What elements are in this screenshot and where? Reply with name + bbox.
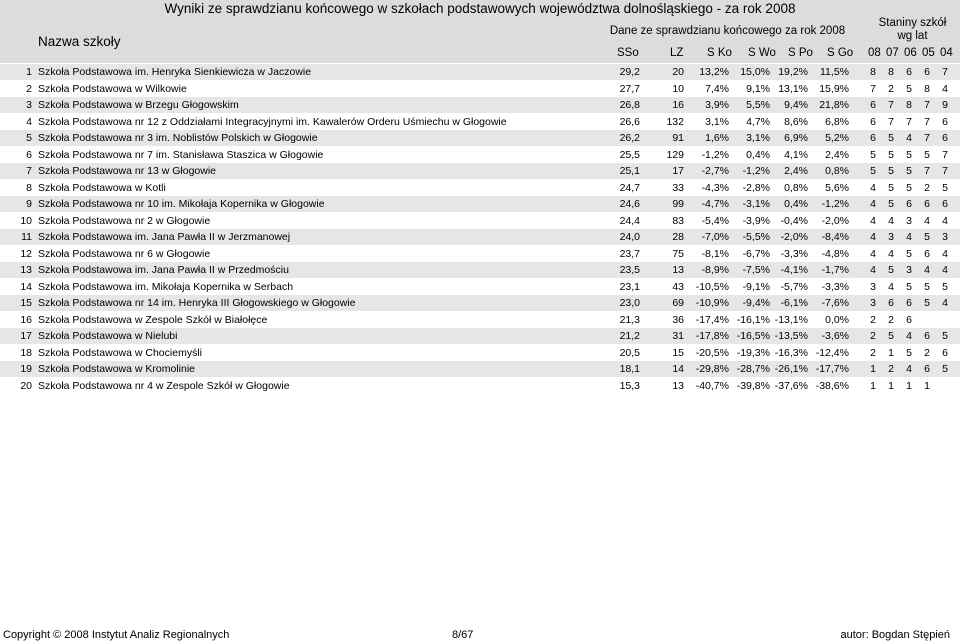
cell-y08: 4: [870, 247, 876, 260]
cell-swo: -1,2%: [742, 165, 770, 177]
cell-y07: 5: [888, 132, 894, 144]
cell-name: Szkoła Podstawowa nr 2 w Głogowie: [38, 214, 211, 227]
cell-y07: 5: [888, 181, 894, 194]
cell-y07: 8: [888, 66, 894, 78]
cell-y08: 6: [870, 99, 876, 111]
cell-no: 16: [20, 313, 32, 326]
cell-y06: 5: [906, 148, 912, 161]
cell-no: 11: [21, 231, 32, 243]
cell-no: 5: [26, 132, 32, 144]
cell-sko: 3,1%: [705, 115, 729, 128]
cell-lz: 91: [672, 132, 684, 144]
cell-sso: 15,3: [619, 379, 640, 392]
cell-sko: 7,4%: [705, 82, 729, 95]
table-row: [0, 147, 960, 163]
cell-y06: 3: [906, 214, 912, 227]
table-row: [0, 295, 960, 311]
cell-swo: -16,5%: [736, 330, 770, 342]
cell-y06: 5: [906, 181, 912, 194]
cell-y07: 1: [888, 346, 894, 359]
cell-y07: 4: [888, 280, 894, 293]
cell-lz: 75: [672, 247, 684, 260]
cell-spo: 9,4%: [784, 99, 808, 111]
cell-swo: -7,5%: [742, 264, 770, 276]
cell-y05: 5: [924, 297, 930, 309]
cell-spo: -13,1%: [774, 313, 808, 326]
cell-lz: 13: [672, 264, 684, 276]
cell-sgo: 0,8%: [825, 165, 849, 177]
table-row: [0, 229, 960, 245]
cell-name: Szkoła Podstawowa im. Mikołaja Kopernika w Serbach: [38, 280, 294, 293]
cell-no: 3: [26, 99, 32, 111]
cell-name: Szkoła Podstawowa nr 6 w Głogowie: [38, 247, 211, 260]
cell-swo: 3,1%: [746, 132, 770, 144]
cell-y05: 4: [924, 264, 930, 276]
cell-no: 10: [20, 214, 32, 227]
cell-sko: -10,9%: [695, 297, 729, 309]
cell-sko: -8,9%: [701, 264, 729, 276]
column-header-spo: S Po: [788, 47, 813, 59]
cell-lz: 129: [666, 148, 684, 161]
cell-name: Szkoła Podstawowa w Chociemyśli: [38, 346, 202, 359]
cell-y08: 2: [870, 346, 876, 359]
cell-y06: 5: [906, 82, 912, 95]
cell-y07: 7: [888, 115, 894, 128]
cell-y04: 6: [942, 132, 948, 144]
cell-sgo: 5,6%: [825, 181, 849, 194]
cell-no: 19: [20, 363, 32, 375]
cell-swo: -6,7%: [742, 247, 770, 260]
cell-y04: 5: [942, 330, 948, 342]
cell-y06: 6: [906, 313, 912, 326]
cell-spo: -37,6%: [774, 379, 808, 392]
stanine-header-line1: Staniny szkół: [878, 17, 947, 29]
cell-sko: 1,6%: [705, 132, 729, 144]
cell-lz: 99: [672, 198, 684, 210]
cell-lz: 15: [672, 346, 684, 359]
cell-y07: 6: [888, 297, 894, 309]
table-row: [0, 213, 960, 229]
cell-spo: 8,6%: [784, 115, 808, 128]
cell-y08: 2: [870, 313, 876, 326]
cell-sso: 26,8: [619, 99, 640, 111]
column-header-swo: S Wo: [748, 47, 776, 59]
column-header-sko: S Ko: [707, 47, 732, 59]
cell-y07: 2: [888, 82, 894, 95]
cell-sso: 23,1: [619, 280, 640, 293]
cell-sgo: 15,9%: [819, 82, 849, 95]
cell-sso: 18,1: [619, 363, 640, 375]
cell-y05: 6: [924, 198, 930, 210]
cell-name: Szkoła Podstawowa nr 13 w Głogowie: [38, 165, 217, 177]
cell-lz: 20: [672, 66, 684, 78]
cell-sko: -4,7%: [701, 198, 729, 210]
table-row: [0, 312, 960, 328]
cell-sso: 23,0: [619, 297, 640, 309]
cell-y06: 5: [906, 165, 912, 177]
cell-y06: 6: [906, 66, 912, 78]
cell-sso: 24,0: [619, 231, 640, 243]
cell-name: Szkoła Podstawowa nr 12 z Oddziałami Integracyjnymi im. Kawalerów Orderu Uśmiechu w Głogowie: [38, 115, 507, 128]
cell-sko: -2,7%: [701, 165, 729, 177]
cell-lz: 83: [672, 214, 684, 227]
cell-sko: 13,2%: [699, 66, 729, 78]
cell-sgo: 21,8%: [819, 99, 849, 111]
footer-page-number: 8/67: [452, 629, 474, 641]
column-header-year-08: 08: [868, 47, 881, 59]
cell-y06: 4: [906, 330, 912, 342]
cell-y05: 7: [924, 115, 930, 128]
cell-sso: 24,6: [619, 198, 640, 210]
cell-y06: 1: [906, 379, 912, 392]
cell-spo: 2,4%: [784, 165, 808, 177]
cell-name: Szkoła Podstawowa w Kotli: [38, 181, 166, 194]
cell-spo: -13,5%: [774, 330, 808, 342]
cell-y08: 4: [870, 264, 876, 276]
cell-sko: -4,3%: [701, 181, 729, 194]
cell-spo: 4,1%: [784, 148, 808, 161]
cell-swo: -9,4%: [742, 297, 770, 309]
cell-name: Szkoła Podstawowa im. Jana Pawła II w Jerzmanowej: [38, 231, 291, 243]
cell-y05: 7: [924, 99, 930, 111]
table-header: [0, 0, 960, 63]
cell-no: 13: [20, 264, 32, 276]
cell-lz: 10: [672, 82, 684, 95]
cell-y04: 3: [942, 231, 948, 243]
cell-name: Szkoła Podstawowa nr 10 im. Mikołaja Kopernika w Głogowie: [38, 198, 325, 210]
cell-y06: 5: [906, 280, 912, 293]
cell-spo: -3,3%: [780, 247, 808, 260]
cell-no: 4: [26, 115, 32, 128]
cell-sso: 25,5: [619, 148, 640, 161]
cell-spo: 13,1%: [778, 82, 808, 95]
cell-y07: 4: [888, 214, 894, 227]
cell-y04: 7: [942, 148, 948, 161]
stanine-header: [865, 17, 960, 43]
cell-y05: 4: [924, 214, 930, 227]
cell-spo: -0,4%: [780, 214, 808, 227]
page-footer: [0, 626, 960, 642]
cell-swo: 0,4%: [746, 148, 770, 161]
cell-name: Szkoła Podstawowa im. Jana Pawła II w Przedmościu: [38, 264, 289, 276]
cell-no: 18: [20, 346, 32, 359]
cell-lz: 28: [672, 231, 684, 243]
cell-y07: 2: [888, 313, 894, 326]
table-row: [0, 180, 960, 196]
cell-y08: 4: [870, 214, 876, 227]
cell-name: Szkoła Podstawowa w Kromolinie: [38, 363, 195, 375]
cell-y07: 2: [888, 363, 894, 375]
column-header-year-07: 07: [886, 47, 899, 59]
cell-lz: 69: [672, 297, 684, 309]
cell-swo: -16,1%: [736, 313, 770, 326]
table-row: [0, 130, 960, 146]
cell-sgo: 2,4%: [825, 148, 849, 161]
stanine-header-line2: wg lat: [897, 30, 928, 42]
cell-sso: 25,1: [619, 165, 640, 177]
cell-y06: 4: [906, 363, 912, 375]
cell-y05: 5: [924, 148, 930, 161]
table-row: [0, 279, 960, 295]
cell-y08: 3: [870, 280, 876, 293]
cell-name: Szkoła Podstawowa im. Henryka Sienkiewicza w Jaczowie: [38, 66, 312, 78]
table-row: [0, 163, 960, 179]
cell-no: 15: [20, 297, 32, 309]
cell-no: 7: [26, 165, 32, 177]
cell-sko: -17,4%: [695, 313, 729, 326]
cell-swo: 4,7%: [746, 115, 770, 128]
cell-sko: 3,9%: [705, 99, 729, 111]
cell-name: Szkoła Podstawowa w Brzegu Głogowskim: [38, 99, 239, 111]
cell-sgo: -3,6%: [821, 330, 849, 342]
cell-sso: 24,4: [619, 214, 640, 227]
cell-spo: 0,8%: [784, 181, 808, 194]
column-header-year-06: 06: [904, 47, 917, 59]
column-header-sgo: S Go: [827, 47, 854, 59]
table-row: [0, 328, 960, 344]
cell-name: Szkoła Podstawowa w Nielubi: [38, 330, 178, 342]
cell-y08: 8: [870, 66, 876, 78]
cell-y06: 5: [906, 346, 912, 359]
table-row: [0, 114, 960, 130]
cell-sso: 21,3: [619, 313, 640, 326]
cell-sgo: -4,8%: [821, 247, 849, 260]
cell-y06: 4: [906, 132, 912, 144]
cell-y06: 6: [906, 198, 912, 210]
cell-lz: 13: [672, 379, 684, 392]
cell-y06: 7: [906, 115, 912, 128]
cell-sko: -7,0%: [701, 231, 729, 243]
cell-sgo: -2,0%: [821, 214, 849, 227]
cell-y06: 6: [906, 297, 912, 309]
cell-sko: -10,5%: [695, 280, 729, 293]
cell-y07: 5: [888, 165, 894, 177]
table-row: [0, 246, 960, 262]
cell-y06: 8: [906, 99, 912, 111]
column-header-year-05: 05: [922, 47, 935, 59]
cell-y08: 1: [870, 363, 876, 375]
cell-sso: 23,5: [619, 264, 640, 276]
cell-sko: -20,5%: [695, 346, 729, 359]
cell-y04: 6: [942, 198, 948, 210]
cell-no: 14: [20, 280, 32, 293]
cell-no: 8: [26, 181, 32, 194]
cell-no: 6: [26, 148, 32, 161]
cell-swo: -28,7%: [736, 363, 770, 375]
cell-y05: 2: [924, 181, 930, 194]
cell-no: 9: [26, 198, 32, 210]
cell-swo: 15,0%: [740, 66, 770, 78]
cell-lz: 36: [672, 313, 684, 326]
cell-sgo: -7,6%: [821, 297, 849, 309]
cell-y04: 4: [942, 297, 948, 309]
cell-y07: 3: [888, 231, 894, 243]
cell-swo: 9,1%: [746, 82, 770, 95]
cell-lz: 31: [672, 330, 684, 342]
cell-sso: 20,5: [619, 346, 640, 359]
cell-y05: 7: [924, 132, 930, 144]
cell-name: Szkoła Podstawowa w Zespole Szkół w Białołęce: [38, 313, 268, 326]
cell-y07: 5: [888, 264, 894, 276]
cell-spo: -4,1%: [780, 264, 808, 276]
cell-sgo: -1,2%: [821, 198, 849, 210]
cell-sgo: -1,7%: [821, 264, 849, 276]
footer-author: autor: Bogdan Stępień: [840, 629, 950, 641]
cell-y05: 2: [924, 346, 930, 359]
cell-sso: 26,6: [619, 115, 640, 128]
cell-lz: 17: [672, 165, 684, 177]
cell-sko: -5,4%: [701, 214, 729, 227]
cell-no: 20: [20, 379, 32, 392]
cell-y06: 3: [906, 264, 912, 276]
cell-y05: 5: [924, 280, 930, 293]
cell-y08: 5: [870, 148, 876, 161]
cell-y08: 6: [870, 115, 876, 128]
cell-y05: 8: [924, 82, 930, 95]
cell-y07: 4: [888, 247, 894, 260]
cell-y05: 1: [924, 379, 930, 392]
cell-spo: 0,4%: [784, 198, 808, 210]
cell-name: Szkoła Podstawowa nr 14 im. Henryka III Głogowskiego w Głogowie: [38, 297, 356, 309]
cell-y08: 7: [870, 82, 876, 95]
cell-sgo: -3,3%: [821, 280, 849, 293]
cell-sso: 23,7: [619, 247, 640, 260]
cell-y08: 4: [870, 181, 876, 194]
cell-sgo: -17,7%: [815, 363, 849, 375]
cell-lz: 16: [672, 99, 684, 111]
cell-y05: 6: [924, 330, 930, 342]
cell-y07: 5: [888, 330, 894, 342]
cell-swo: 5,5%: [746, 99, 770, 111]
cell-sgo: -38,6%: [815, 379, 849, 392]
cell-swo: -3,1%: [742, 198, 770, 210]
cell-sgo: 6,8%: [825, 115, 849, 128]
table-row: [0, 262, 960, 278]
footer-copyright: Copyright © 2008 Instytut Analiz Regionalnych: [3, 629, 230, 641]
cell-y04: 7: [942, 165, 948, 177]
cell-y05: 7: [924, 165, 930, 177]
cell-y08: 3: [870, 297, 876, 309]
cell-y04: 5: [942, 181, 948, 194]
cell-swo: -3,9%: [742, 214, 770, 227]
cell-y05: 6: [924, 363, 930, 375]
cell-sgo: -12,4%: [815, 346, 849, 359]
cell-name: Szkoła Podstawowa nr 7 im. Stanisława Staszica w Głogowie: [38, 148, 324, 161]
cell-lz: 14: [672, 363, 684, 375]
cell-y04: 5: [942, 363, 948, 375]
column-header-lz: LZ: [670, 47, 684, 59]
cell-sso: 27,7: [619, 82, 640, 95]
cell-no: 17: [20, 330, 32, 342]
cell-y04: 4: [942, 264, 948, 276]
school-name-header: Nazwa szkoły: [38, 34, 121, 49]
cell-spo: -6,1%: [780, 297, 808, 309]
cell-swo: -19,3%: [736, 346, 770, 359]
exam-data-header: Dane ze sprawdzianu końcowego za rok 2008: [609, 25, 846, 37]
cell-no: 1: [26, 66, 32, 78]
cell-name: Szkoła Podstawowa w Wilkowie: [38, 82, 187, 95]
cell-y04: 5: [942, 280, 948, 293]
cell-sso: 24,7: [619, 181, 640, 194]
cell-sso: 26,2: [619, 132, 640, 144]
cell-swo: -5,5%: [742, 231, 770, 243]
cell-spo: -2,0%: [780, 231, 808, 243]
cell-sgo: 0,0%: [825, 313, 849, 326]
column-header-sso: SSo: [617, 47, 639, 59]
cell-lz: 33: [672, 181, 684, 194]
cell-y06: 5: [906, 247, 912, 260]
cell-sso: 21,2: [619, 330, 640, 342]
cell-y08: 4: [870, 231, 876, 243]
cell-y05: 5: [924, 231, 930, 243]
cell-y08: 5: [870, 165, 876, 177]
table-row: [0, 345, 960, 361]
cell-y08: 1: [870, 379, 876, 392]
cell-swo: -39,8%: [736, 379, 770, 392]
cell-y08: 2: [870, 330, 876, 342]
table-row: [0, 196, 960, 212]
table-row: [0, 97, 960, 113]
cell-spo: -16,3%: [774, 346, 808, 359]
cell-sko: -1,2%: [701, 148, 729, 161]
table-row: [0, 361, 960, 377]
cell-y07: 7: [888, 99, 894, 111]
cell-y05: 6: [924, 247, 930, 260]
cell-spo: -26,1%: [774, 363, 808, 375]
cell-y07: 5: [888, 148, 894, 161]
table-row: [0, 81, 960, 97]
cell-y08: 4: [870, 198, 876, 210]
cell-swo: -9,1%: [742, 280, 770, 293]
cell-y04: 4: [942, 214, 948, 227]
cell-no: 2: [26, 82, 32, 95]
cell-y06: 4: [906, 231, 912, 243]
cell-y04: 6: [942, 346, 948, 359]
cell-lz: 43: [672, 280, 684, 293]
cell-sgo: 5,2%: [825, 132, 849, 144]
cell-y04: 4: [942, 247, 948, 260]
cell-y05: 6: [924, 66, 930, 78]
cell-sko: -40,7%: [695, 379, 729, 392]
cell-sko: -17,8%: [695, 330, 729, 342]
cell-sko: -29,8%: [695, 363, 729, 375]
cell-y07: 1: [888, 379, 894, 392]
cell-y07: 5: [888, 198, 894, 210]
cell-lz: 132: [666, 115, 684, 128]
cell-name: Szkoła Podstawowa nr 3 im. Noblistów Polskich w Głogowie: [38, 132, 318, 144]
cell-spo: 19,2%: [778, 66, 808, 78]
cell-spo: -5,7%: [780, 280, 808, 293]
cell-sko: -8,1%: [701, 247, 729, 260]
table-row: [0, 64, 960, 80]
cell-sso: 29,2: [619, 66, 640, 78]
cell-y04: 6: [942, 115, 948, 128]
column-header-year-04: 04: [940, 47, 953, 59]
cell-name: Szkoła Podstawowa nr 4 w Zespole Szkół w Głogowie: [38, 379, 290, 392]
cell-y04: 9: [942, 99, 948, 111]
cell-y08: 6: [870, 132, 876, 144]
cell-sgo: -8,4%: [821, 231, 849, 243]
cell-swo: -2,8%: [742, 181, 770, 194]
cell-y04: 4: [942, 82, 948, 95]
page-title: Wyniki ze sprawdzianu końcowego w szkołach podstawowych województwa dolnośląskiego - za rok 2008: [164, 1, 796, 16]
table-row: [0, 378, 960, 394]
cell-sgo: 11,5%: [820, 66, 849, 78]
cell-no: 12: [20, 247, 32, 260]
cell-y04: 7: [942, 66, 948, 78]
cell-spo: 6,9%: [784, 132, 808, 144]
